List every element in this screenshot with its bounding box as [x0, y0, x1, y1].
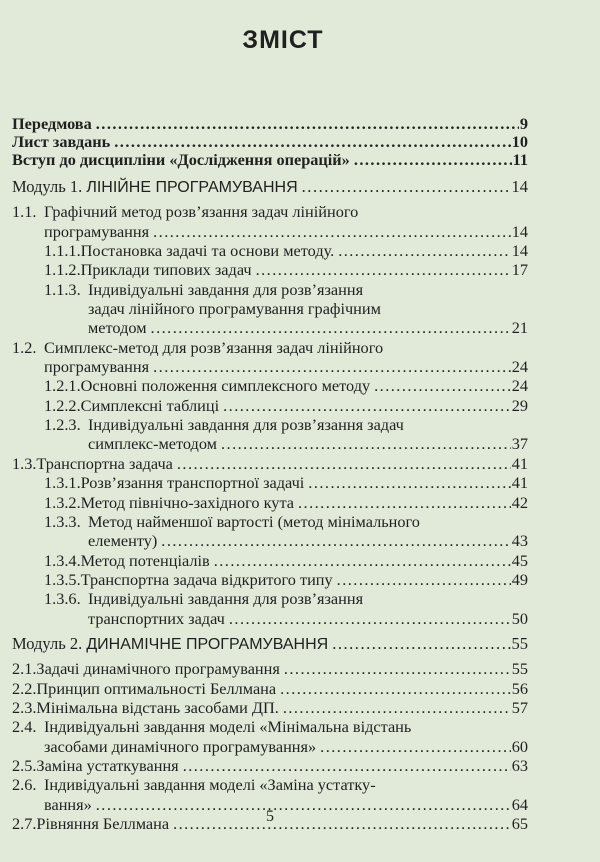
dot-leader: [332, 634, 510, 653]
toc-module-heading: [12, 634, 528, 653]
dot-leader: [153, 222, 511, 241]
page-ref: 24: [511, 357, 528, 377]
toc-entry: [12, 396, 528, 415]
entry-title: елементу): [88, 531, 158, 551]
entry-number: 2.6.: [12, 775, 37, 795]
toc-entry: [12, 756, 528, 775]
toc-entry: [12, 493, 528, 512]
page-ref: 9: [519, 114, 528, 133]
entry-title: Рівняння Беллмана: [36, 814, 170, 833]
entry-title: методом: [88, 318, 147, 338]
entry-title: Індивідуальні завдання для розв’язання задач: [88, 415, 404, 435]
page-ref: 49: [511, 569, 528, 589]
page-ref: 55: [511, 633, 528, 653]
entry-number: 2.1.: [12, 659, 37, 679]
entry-number: 2.3.: [12, 697, 37, 717]
page-ref: 14: [511, 177, 528, 196]
toc-entry: [12, 376, 528, 395]
entry-title: Передмова: [12, 114, 92, 133]
entry-number: 2.2.: [12, 678, 37, 698]
entry-title: Лист завдань: [12, 132, 111, 151]
dot-leader: [229, 609, 511, 628]
dot-leader: [280, 679, 511, 698]
toc-entry: [12, 454, 528, 473]
dot-leader: [96, 115, 519, 133]
entry-number: 1.3.5.: [44, 569, 81, 589]
entry-title: Вступ до дисципліни «Дослідження операцій»: [12, 150, 350, 169]
entry-title: програмування: [44, 221, 150, 241]
entry-title: Заміна устаткування: [36, 755, 179, 775]
entry-number: 2.5.: [12, 755, 37, 775]
toc-entry: [12, 338, 528, 357]
entry-number: 2.7.: [12, 814, 37, 833]
page-ref: 50: [511, 608, 528, 628]
toc-entry: [12, 280, 528, 299]
toc-entry-continuation: [12, 531, 528, 550]
dot-leader: [114, 133, 510, 151]
module-name: ЛІНІЙНЕ ПРОГРАМУВАННЯ: [86, 179, 298, 196]
toc-entry-continuation: [12, 318, 528, 337]
dot-leader: [284, 659, 511, 678]
page-ref: 57: [511, 697, 528, 717]
page-ref: 64: [511, 794, 528, 814]
page-ref: 45: [511, 550, 528, 570]
entry-title: симплекс-методом: [88, 434, 217, 454]
toc-entry: [12, 415, 528, 434]
spacer: [12, 169, 528, 177]
page-ref: 43: [511, 531, 528, 551]
page-ref: 14: [511, 241, 528, 261]
dot-leader: [214, 551, 511, 570]
toc-entry-continuation: [12, 609, 528, 628]
entry-title: Індивідуальні завдання для розв’язання: [88, 279, 364, 299]
toc-entry-front-matter: [12, 151, 528, 169]
dot-leader: [221, 434, 511, 453]
entry-number: 1.3.3.: [44, 511, 81, 531]
entry-number: 1.1.: [12, 202, 37, 222]
entry-number: 1.3.: [12, 453, 37, 473]
page-title: ЗМІСТ: [242, 26, 324, 54]
entry-title: Приклади типових задач: [80, 260, 252, 280]
entry-title: Транспортна задача: [36, 453, 173, 473]
dot-leader: [298, 493, 511, 512]
toc-entry-continuation: [12, 222, 528, 241]
dot-leader: [374, 376, 511, 395]
page-ref: 55: [511, 659, 528, 679]
dot-leader: [151, 318, 511, 337]
toc-entry: [12, 659, 528, 678]
toc-entry-continuation: [12, 434, 528, 453]
entry-title: Метод північно-західного кута: [80, 492, 294, 512]
page-number: 5: [266, 808, 274, 825]
toc-entry: [12, 202, 528, 221]
entry-number: 1.2.2.: [44, 395, 81, 415]
toc-entry-continuation: [12, 737, 528, 756]
toc-entry: [12, 775, 528, 794]
page-ref: 41: [511, 473, 528, 493]
toc-entry: [12, 679, 528, 698]
page-ref: 42: [511, 492, 528, 512]
entry-title: програмування: [44, 357, 150, 377]
page-ref: 56: [511, 678, 528, 698]
entry-number: 1.2.: [12, 337, 37, 357]
toc-entry-continuation: [12, 357, 528, 376]
dot-leader: [338, 241, 511, 260]
entry-title: Транспортна задача відкритого типу: [80, 569, 333, 589]
dot-leader: [256, 260, 511, 279]
page-ref: 41: [511, 453, 528, 473]
entry-title: Розв’язання транспортної задачі: [80, 473, 305, 493]
toc-entry: [12, 551, 528, 570]
dot-leader: [283, 698, 511, 717]
entry-title: Принцип оптимальності Беллмана: [36, 678, 277, 698]
toc-entry: [12, 260, 528, 279]
dot-leader: [161, 531, 510, 550]
module-name: ДИНАМІЧНЕ ПРОГРАМУВАННЯ: [86, 635, 329, 653]
toc-entry: [12, 589, 528, 608]
entry-title: Метод потенціалів: [80, 550, 210, 570]
toc-entry-front-matter: [12, 115, 528, 133]
entry-title: задач лінійного програмування графічним: [88, 299, 381, 319]
toc-entry: [12, 570, 528, 589]
page-ref: 29: [511, 395, 528, 415]
dot-leader: [308, 473, 510, 492]
page-ref: 17: [511, 260, 528, 280]
entry-title: Постановка задачі та основи методу.: [80, 241, 335, 261]
entry-number: 1.1.1.: [44, 241, 81, 261]
page-ref: 65: [511, 814, 528, 833]
page-ref: 24: [511, 376, 528, 396]
toc-entry-front-matter: [12, 133, 528, 151]
entry-title: вання»: [44, 794, 92, 814]
entry-title: Індивідуальні завдання для розв’язання: [88, 589, 364, 609]
page-ref: 21: [511, 318, 528, 338]
dot-leader: [223, 396, 511, 415]
module-label: Модуль 1.: [12, 177, 83, 196]
toc-entry: [12, 717, 528, 736]
entry-title: Симплексні таблиці: [80, 395, 220, 415]
toc-entry: [12, 512, 528, 531]
entry-title: Індивідуальні завдання моделі «Мінімальна відстань: [44, 717, 412, 737]
entry-title: Симплекс-метод для розв’язання задач лінійного: [44, 337, 384, 357]
entry-number: 1.2.3.: [44, 415, 81, 435]
page-ref: 63: [511, 755, 528, 775]
entry-number: 1.1.3.: [44, 279, 81, 299]
table-of-contents: [12, 115, 528, 833]
page-ref: 10: [511, 132, 528, 151]
entry-number: 1.3.4.: [44, 550, 81, 570]
entry-title: Задачі динамічного програмування: [36, 659, 280, 679]
dot-leader: [320, 737, 511, 756]
entry-title: Мінімальна відстань засобами ДП.: [36, 697, 279, 717]
entry-title: Індивідуальні завдання моделі «Заміна устатку-: [44, 775, 376, 795]
entry-number: 1.3.6.: [44, 589, 81, 609]
toc-entry: [12, 241, 528, 260]
dot-leader: [337, 570, 511, 589]
dot-leader: [153, 357, 511, 376]
dot-leader: [354, 151, 512, 169]
entry-title: Основні положення симплексного методу: [80, 376, 371, 396]
page-ref: 11: [512, 150, 528, 169]
entry-number: 1.3.2.: [44, 492, 81, 512]
dot-leader: [302, 177, 511, 196]
toc-entry-continuation: [12, 299, 528, 318]
entry-number: 1.3.1.: [44, 473, 81, 493]
entry-number: 1.2.1.: [44, 376, 81, 396]
entry-number: 2.4.: [12, 717, 37, 737]
entry-number: 1.1.2.: [44, 260, 81, 280]
page-ref: 37: [511, 434, 528, 454]
entry-title: Метод найменшої вартості (метод мінімального: [88, 511, 420, 531]
entry-title: Графічний метод розв’язання задач лінійного: [44, 202, 359, 222]
page-ref: 60: [511, 736, 528, 756]
entry-title: засобами динамічного програмування»: [44, 736, 317, 756]
page-ref: 14: [511, 221, 528, 241]
toc-entry: [12, 473, 528, 492]
toc-entry: [12, 698, 528, 717]
entry-title: транспортних задач: [88, 608, 225, 628]
dot-leader: [183, 756, 511, 775]
toc-module-heading: [12, 177, 528, 196]
dot-leader: [177, 454, 511, 473]
module-label: Модуль 2.: [12, 633, 83, 653]
